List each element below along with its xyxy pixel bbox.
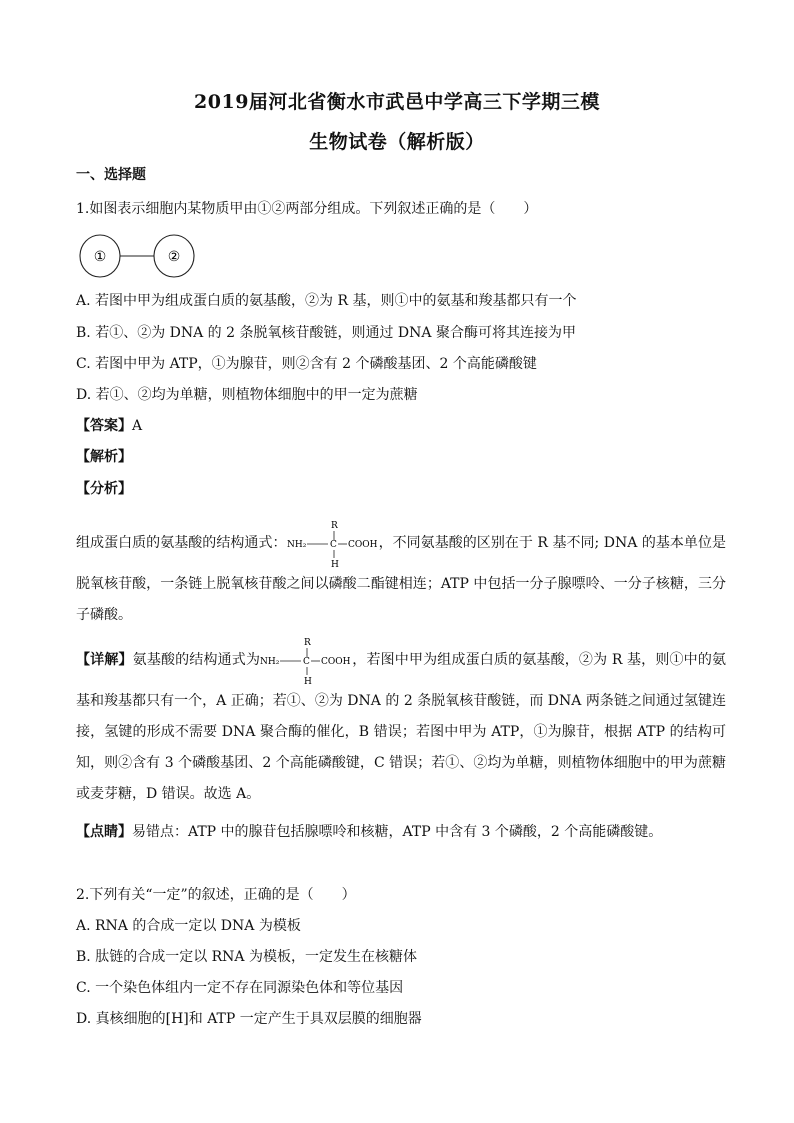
amino-acid-formula [287,517,379,569]
formula-c: C [329,540,337,550]
doc-title-line1: 2019届河北省衡水市武邑中学高三下学期三模 [194,91,600,113]
diagram-label-2: ② [167,249,181,265]
q1-diagram [78,233,198,279]
tip-text: 易错点：ATP 中的腺苷包括腺嘌呤和核糖，ATP 中含有 3 个磷酸，2 个高能磷酸键。 [132,824,663,840]
formula-h: H [330,560,339,569]
q1-answer [76,415,142,435]
q1-option-d: D. 若①、②均为单糖，则植物体细胞中的甲一定为蔗糖 [76,387,418,403]
q2-option-b: B. 肽链的合成一定以 RNA 为模板，一定发生在核糖体 [76,949,417,965]
formula2-r: R [304,638,311,648]
q1-option-b: B. 若①、②为 DNA 的 2 条脱氧核苷酸链，则通过 DNA 聚合酶可将其连接为甲 [76,325,576,341]
formula2-cooh: COOH [321,657,351,667]
q1-fenxi-paragraph [76,517,726,631]
diagram-label-1: ① [93,249,107,265]
q2-option-a: A. RNA 的合成一定以 DNA 为模板 [76,918,301,934]
q2-option-d: D. 真核细胞的[H]和 ATP 一定产生于具双层膜的细胞器 [76,1011,422,1027]
detail-text-pre: 氨基酸的结构通式为 [132,652,261,668]
tip-label: 【点睛】 [76,824,132,840]
formula-nh2: NH₂ [286,540,306,550]
q1-option-c: C. 若图中甲为 ATP，①为腺苷，则②含有 2 个磷酸基团、2 个高能磷酸键 [76,356,537,372]
amino-acid-formula-2 [260,634,352,686]
q1-tip [76,821,662,841]
fenxi-text-post: ，不同氨基酸的区别在于 R 基不同; DNA 的基本单位是脱氧核苷酸，一条链上脱氧核苷酸之间以磷酸二酯键相连；ATP 中包括一分子腺嘌呤、一分子核糖，三分子磷酸。 [76,535,727,623]
detail-text-post: ，若图中甲为组成蛋白质的氨基酸，②为 R 基，则①中的氨基和羧基都只有一个，A 正确；若①、②为 DNA 的 2 条脱氧核苷酸链，而 DNA 两条链之间通过氢键连接，氢键的形成不需要 DNA 聚合酶的催化，B 错误；若图中甲为 ATP，①为腺苷，根据 ATP 的结构可知，则②含有 3 个磷酸基团、2 个高能磷酸键，C 错误；若①、②均为单糖，则植物体细胞中的甲为蔗糖或麦芽糖，D 错误。故选 A。 [76,652,726,802]
detail-label: 【详解】 [76,652,133,668]
formula2-c: C [303,657,311,667]
formula2-h: H [304,677,312,686]
q1-option-a: A. 若图中甲为组成蛋白质的氨基酸，②为 R 基，则①中的氨基和羧基都只有一个 [76,293,577,309]
formula-cooh: COOH [347,540,378,550]
doc-title-line2: 生物试卷（解析版） [309,131,485,153]
q1-stem: 1.如图表示细胞内某物质甲由①②两部分组成。下列叙述正确的是（ ） [76,201,538,217]
q1-fenxi-label: 【分析】 [76,481,132,497]
q1-detail-paragraph [76,634,726,810]
formula-r: R [330,521,338,531]
section-heading: 一、选择题 [76,167,146,183]
q1-analysis-label: 【解析】 [76,449,132,465]
answer-label: 【答案】 [76,418,132,434]
q2-option-c: C. 一个染色体组内一定不存在同源染色体和等位基因 [76,980,404,996]
q2-stem: 2.下列有关“一定”的叙述，正确的是（ ） [76,887,356,903]
fenxi-text-pre: 组成蛋白质的氨基酸的结构通式： [76,535,287,551]
formula2-nh2: NH₂ [260,657,280,667]
answer-value: A [132,418,143,434]
